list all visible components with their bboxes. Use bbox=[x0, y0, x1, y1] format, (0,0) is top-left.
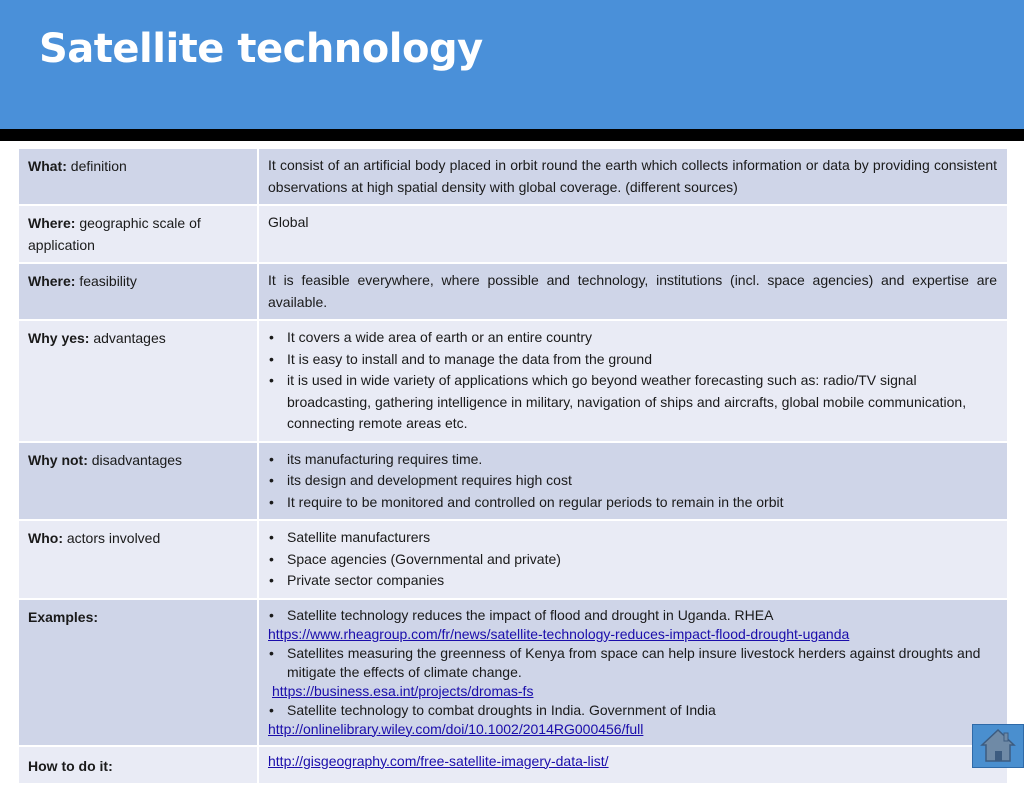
list-item: • Satellite technology reduces the impact of flood and drought in Uganda. RHEA bbox=[268, 606, 997, 625]
row-value bbox=[258, 599, 1008, 746]
header-divider bbox=[0, 129, 1024, 141]
table-row bbox=[18, 746, 1008, 785]
bullet-list bbox=[268, 327, 997, 435]
bullet-list bbox=[268, 449, 997, 514]
row-label: Where: geographic scale of application bbox=[18, 205, 258, 263]
table-row bbox=[18, 520, 1008, 599]
home-icon bbox=[973, 725, 1023, 767]
table-row bbox=[18, 263, 1008, 320]
row-label: Why yes: advantages bbox=[18, 320, 258, 442]
example-list bbox=[268, 606, 997, 625]
row-value: It consist of an artificial body placed in orbit round the earth which collects information or data by providing consistent observations at high spatial density with global coverage. (different sources) bbox=[258, 148, 1008, 205]
example-list bbox=[268, 701, 997, 720]
info-table bbox=[17, 147, 1009, 785]
row-label: What: definition bbox=[18, 148, 258, 205]
row-label: Who: actors involved bbox=[18, 520, 258, 599]
row-label: How to do it: bbox=[18, 746, 258, 785]
list-item: • its manufacturing requires time. bbox=[268, 449, 997, 471]
slide-header bbox=[0, 0, 1024, 129]
bullet-list bbox=[268, 527, 997, 592]
list-item: • Private sector companies bbox=[268, 570, 997, 592]
list-item: • It is easy to install and to manage the data from the ground bbox=[268, 349, 997, 371]
table-row bbox=[18, 148, 1008, 205]
table-row bbox=[18, 599, 1008, 746]
row-value: It is feasible everywhere, where possible and technology, institutions (incl. space agencies) and expertise are available. bbox=[258, 263, 1008, 320]
row-value: Global bbox=[258, 205, 1008, 263]
row-value bbox=[258, 746, 1008, 785]
list-item: • it is used in wide variety of applications which go beyond weather forecasting such as: radio/TV signal broadcasting, gathering intelligence in military, navigation of ships and aircrafts, global mobile communication, connecting remote areas etc. bbox=[268, 370, 997, 435]
list-item: • Space agencies (Governmental and private) bbox=[268, 549, 997, 571]
list-item: • Satellite manufacturers bbox=[268, 527, 997, 549]
table-row bbox=[18, 442, 1008, 521]
row-label: Why not: disadvantages bbox=[18, 442, 258, 521]
row-value bbox=[258, 320, 1008, 442]
table-row bbox=[18, 320, 1008, 442]
example-link[interactable]: http://onlinelibrary.wiley.com/doi/10.1002/2014RG000456/full bbox=[268, 720, 644, 737]
row-value bbox=[258, 520, 1008, 599]
row-label: Examples: bbox=[18, 599, 258, 746]
slide-title: Satellite technology bbox=[39, 26, 483, 72]
list-item: • It require to be monitored and controlled on regular periods to remain in the orbit bbox=[268, 492, 997, 514]
example-list bbox=[268, 644, 997, 682]
row-value bbox=[258, 442, 1008, 521]
how-to-link[interactable]: http://gisgeography.com/free-satellite-imagery-data-list/ bbox=[268, 752, 609, 769]
example-link[interactable]: https://www.rheagroup.com/fr/news/satellite-technology-reduces-impact-flood-drought-uganda bbox=[268, 625, 850, 642]
list-item: • its design and development requires high cost bbox=[268, 470, 997, 492]
list-item: • It covers a wide area of earth or an entire country bbox=[268, 327, 997, 349]
list-item: • Satellite technology to combat droughts in India. Government of India bbox=[268, 701, 997, 720]
row-label: Where: feasibility bbox=[18, 263, 258, 320]
list-item: • Satellites measuring the greenness of Kenya from space can help insure livestock herders against droughts and mitigate the effects of climate change. bbox=[268, 644, 997, 682]
table-row bbox=[18, 205, 1008, 263]
example-link[interactable]: https://business.esa.int/projects/dromas-fs bbox=[272, 682, 534, 699]
home-button[interactable] bbox=[972, 724, 1024, 768]
